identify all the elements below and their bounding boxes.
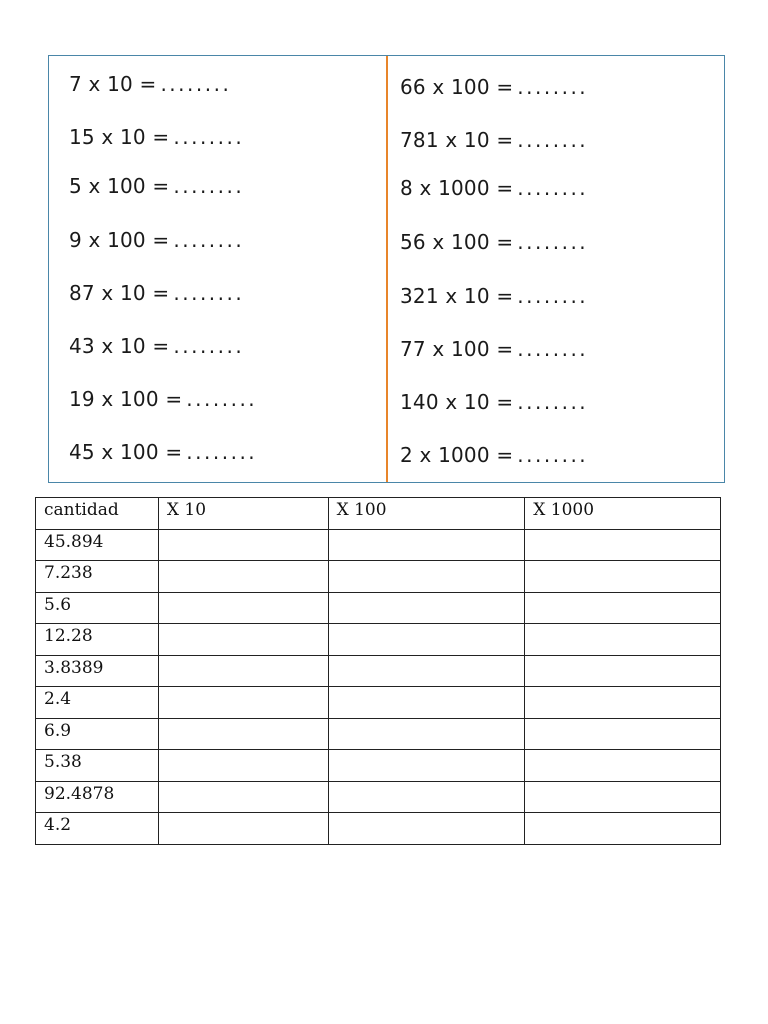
answer-cell-x10[interactable] — [158, 813, 328, 845]
answer-cell-x10[interactable] — [158, 750, 328, 782]
answer-cell-x100[interactable] — [328, 718, 525, 750]
left-exercise-column — [69, 56, 379, 482]
quantity-cell: 5.6 — [36, 592, 159, 624]
answer-blank[interactable]: ........ — [517, 337, 589, 361]
exercise-line — [400, 443, 588, 467]
answer-blank[interactable]: ........ — [517, 230, 589, 254]
exercise-line — [400, 284, 588, 308]
answer-cell-x10[interactable] — [158, 687, 328, 719]
exercise-line — [69, 440, 257, 464]
table-row — [36, 781, 721, 813]
exercise-text: 9 x 100 = — [69, 228, 170, 252]
answer-cell-x10[interactable] — [158, 624, 328, 656]
answer-blank[interactable]: ........ — [173, 228, 245, 252]
table-row — [36, 624, 721, 656]
answer-blank[interactable]: ........ — [160, 72, 232, 96]
answer-cell-x1000[interactable] — [525, 781, 721, 813]
table-row — [36, 561, 721, 593]
answer-blank[interactable]: ........ — [173, 281, 245, 305]
exercise-text: 66 x 100 = — [400, 75, 514, 99]
answer-cell-x10[interactable] — [158, 529, 328, 561]
exercise-line — [69, 174, 244, 198]
answer-cell-x1000[interactable] — [525, 718, 721, 750]
table-row — [36, 529, 721, 561]
exercise-line — [400, 337, 588, 361]
answer-cell-x100[interactable] — [328, 687, 525, 719]
answer-blank[interactable]: ........ — [173, 174, 245, 198]
answer-cell-x10[interactable] — [158, 781, 328, 813]
quantity-cell: 45.894 — [36, 529, 159, 561]
exercise-text: 19 x 100 = — [69, 387, 183, 411]
quantity-cell: 3.8389 — [36, 655, 159, 687]
answer-cell-x100[interactable] — [328, 529, 525, 561]
exercise-text: 140 x 10 = — [400, 390, 514, 414]
answer-cell-x1000[interactable] — [525, 750, 721, 782]
quantity-cell: 4.2 — [36, 813, 159, 845]
exercise-text: 15 x 10 = — [69, 125, 170, 149]
exercise-line — [69, 228, 244, 252]
exercise-line — [69, 334, 244, 358]
exercise-line — [69, 125, 244, 149]
exercise-line — [69, 281, 244, 305]
answer-cell-x10[interactable] — [158, 561, 328, 593]
quantity-cell: 12.28 — [36, 624, 159, 656]
exercise-text: 77 x 100 = — [400, 337, 514, 361]
answer-blank[interactable]: ........ — [517, 75, 589, 99]
table-row — [36, 750, 721, 782]
header-x10: X 10 — [158, 498, 328, 530]
answer-cell-x100[interactable] — [328, 561, 525, 593]
answer-cell-x1000[interactable] — [525, 624, 721, 656]
answer-blank[interactable]: ........ — [173, 125, 245, 149]
exercise-text: 87 x 10 = — [69, 281, 170, 305]
quantity-cell: 7.238 — [36, 561, 159, 593]
table-row — [36, 718, 721, 750]
exercise-line — [400, 390, 588, 414]
answer-cell-x1000[interactable] — [525, 561, 721, 593]
exercise-line — [69, 387, 257, 411]
answer-blank[interactable]: ........ — [186, 440, 258, 464]
answer-cell-x100[interactable] — [328, 592, 525, 624]
answer-cell-x100[interactable] — [328, 750, 525, 782]
exercise-line — [400, 176, 588, 200]
quantity-cell: 92.4878 — [36, 781, 159, 813]
answer-cell-x10[interactable] — [158, 718, 328, 750]
answer-cell-x10[interactable] — [158, 592, 328, 624]
table-row — [36, 813, 721, 845]
answer-cell-x1000[interactable] — [525, 687, 721, 719]
exercise-line — [69, 72, 231, 96]
quantity-cell: 5.38 — [36, 750, 159, 782]
table-row — [36, 655, 721, 687]
header-x100: X 100 — [328, 498, 525, 530]
exercise-text: 56 x 100 = — [400, 230, 514, 254]
answer-blank[interactable]: ........ — [517, 176, 589, 200]
right-exercise-column — [400, 56, 720, 482]
exercise-text: 7 x 10 = — [69, 72, 157, 96]
exercise-text: 8 x 1000 = — [400, 176, 514, 200]
answer-blank[interactable]: ........ — [517, 443, 589, 467]
answer-cell-x1000[interactable] — [525, 813, 721, 845]
answer-cell-x1000[interactable] — [525, 655, 721, 687]
exercise-line — [400, 128, 588, 152]
answer-blank[interactable]: ........ — [517, 390, 589, 414]
quantity-cell: 2.4 — [36, 687, 159, 719]
exercise-text: 2 x 1000 = — [400, 443, 514, 467]
multiplication-table — [35, 497, 721, 845]
table-header-row — [36, 498, 721, 530]
answer-cell-x100[interactable] — [328, 624, 525, 656]
exercise-text: 5 x 100 = — [69, 174, 170, 198]
column-divider — [386, 56, 388, 482]
answer-cell-x100[interactable] — [328, 813, 525, 845]
exercise-box — [48, 55, 725, 483]
header-x1000: X 1000 — [525, 498, 721, 530]
table-row — [36, 687, 721, 719]
exercise-text: 781 x 10 = — [400, 128, 514, 152]
table-row — [36, 592, 721, 624]
answer-cell-x1000[interactable] — [525, 529, 721, 561]
answer-blank[interactable]: ........ — [517, 284, 589, 308]
exercise-text: 321 x 10 = — [400, 284, 514, 308]
header-cantidad: cantidad — [36, 498, 159, 530]
exercise-line — [400, 75, 588, 99]
answer-blank[interactable]: ........ — [186, 387, 258, 411]
exercise-text: 43 x 10 = — [69, 334, 170, 358]
answer-blank[interactable]: ........ — [173, 334, 245, 358]
answer-cell-x10[interactable] — [158, 655, 328, 687]
answer-cell-x100[interactable] — [328, 655, 525, 687]
answer-blank[interactable]: ........ — [517, 128, 589, 152]
quantity-cell: 6.9 — [36, 718, 159, 750]
answer-cell-x100[interactable] — [328, 781, 525, 813]
exercise-text: 45 x 100 = — [69, 440, 183, 464]
exercise-line — [400, 230, 588, 254]
answer-cell-x1000[interactable] — [525, 592, 721, 624]
